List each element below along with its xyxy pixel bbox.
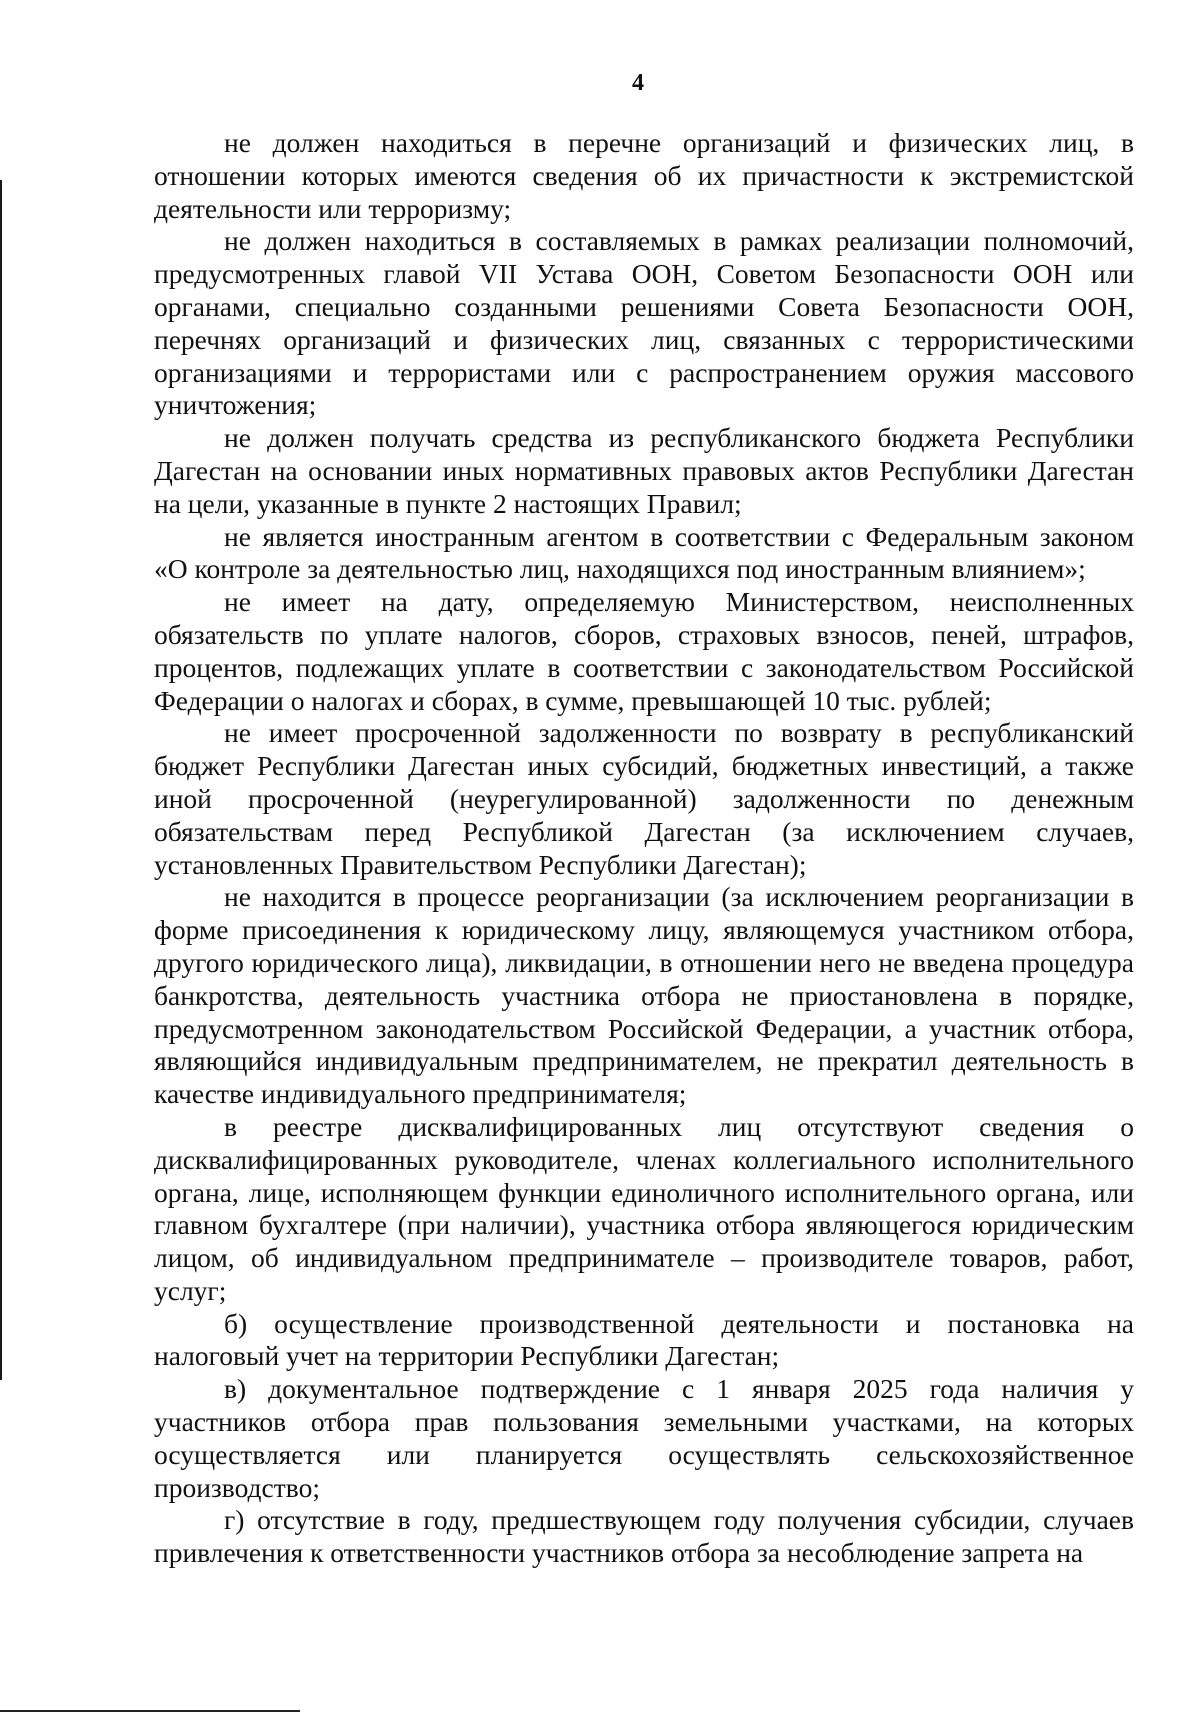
- scan-edge-line: [0, 180, 2, 1380]
- paragraph: не должен получать средства из республиканского бюджета Республики Дагестан на основании иных нормативных правовых актов Республики Дагестан на цели, указанные в пункте 2 настоящих Правил;: [154, 422, 1134, 519]
- paragraph: не должен находиться в перечне организаций и физических лиц, в отношении которых имеются сведения об их причастности к экстремистской деятельности или терроризму;: [154, 127, 1134, 224]
- paragraph: не является иностранным агентом в соответствии с Федеральным законом «О контроле за деятельностью лиц, находящихся под иностранным влиянием»;: [154, 520, 1134, 585]
- paragraph: не имеет на дату, определяемую Министерством, неисполненных обязательств по уплате налогов, сборов, страховых взносов, пеней, штрафов, процентов, подлежащих уплате в соответствии с законодательством Российской Федерации о налогах и сборах, в сумме, превышающей 10 тыс. рублей;: [154, 586, 1134, 716]
- paragraph: не имеет просроченной задолженности по возврату в республиканский бюджет Республики Дагестан иных субсидий, бюджетных инвестиций, а также иной просроченной (неурегулированной) задолженности по денежным обязательствам перед Республикой Дагестан (за исключением случаев, установленных Правительством Республики Дагестан);: [154, 717, 1134, 880]
- scan-bottom-line: [0, 1710, 300, 1712]
- page-number: 4: [632, 70, 644, 96]
- paragraph: в) документальное подтверждение с 1 января 2025 года наличия у участников отбора прав пользования земельными участками, на которых осуществляется или планируется осуществлять сельскохозяйственное производство;: [154, 1373, 1134, 1503]
- paragraph: не находится в процессе реорганизации (за исключением реорганизации в форме присоединения к юридическому лицу, являющемуся участником отбора, другого юридического лица), ликвидации, в отношении него не введена процедура банкротства, деятельность участника отбора не приостановлена в порядке, предусмотренном законодательством Российской Федерации, а участник отбора, являющийся индивидуальным предпринимателем, не прекратил деятельность в качестве индивидуального предпринимателя;: [154, 881, 1134, 1110]
- paragraph: г) отсутствие в году, предшествующем году получения субсидии, случаев привлечения к ответственности участников отбора за несоблюдение запрета на: [154, 1504, 1134, 1569]
- document-body: [154, 127, 1134, 1570]
- paragraph: в реестре дисквалифицированных лиц отсутствуют сведения о дисквалифицированных руководителе, членах коллегиального исполнительного органа, лице, исполняющем функции единоличного исполнительного органа, или главном бухгалтере (при наличии), участника отбора являющегося юридическим лицом, об индивидуальном предпринимателе – производителе товаров, работ, услуг;: [154, 1110, 1134, 1306]
- paragraph: не должен находиться в составляемых в рамках реализации полномочий, предусмотренных главой VII Устава ООН, Советом Безопасности ООН или органами, специально созданными решениями Совета Безопасности ООН, перечнях организаций и физических лиц, связанных с террористическими организациями и террористами или с распространением оружия массового уничтожения;: [154, 225, 1134, 421]
- paragraph: б) осуществление производственной деятельности и постановка на налоговый учет на территории Республики Дагестан;: [154, 1307, 1134, 1372]
